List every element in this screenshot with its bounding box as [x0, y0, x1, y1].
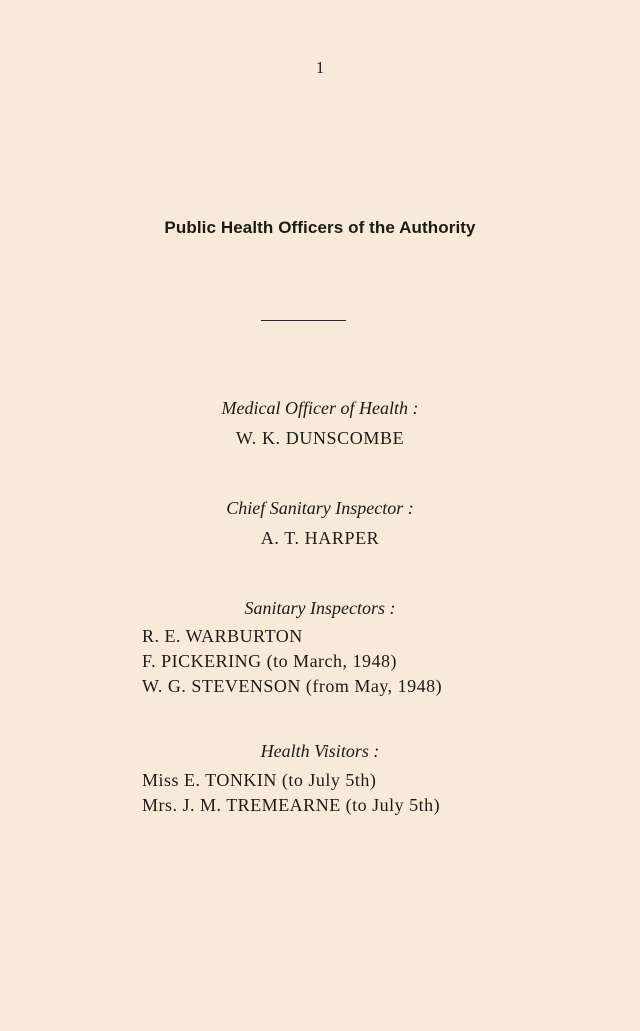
health-visitors-title: Health Visitors : — [260, 741, 380, 761]
page-heading: Public Health Officers of the Authority — [164, 218, 476, 237]
chief-sanitary-inspector-title: Chief Sanitary Inspector : — [226, 498, 414, 518]
sanitary-inspector-name: F. PICKERING (to March, 1948) — [142, 651, 398, 671]
medical-officer-name: W. K. DUNSCOMBE — [235, 428, 405, 448]
sanitary-inspectors-title: Sanitary Inspectors : — [244, 598, 396, 618]
page-number: 1 — [315, 58, 325, 77]
sanitary-inspector-name: W. G. STEVENSON (from May, 1948) — [142, 676, 443, 696]
health-visitor-name: Miss E. TONKIN (to July 5th) — [142, 770, 377, 790]
sanitary-inspector-name: R. E. WARBURTON — [142, 626, 303, 646]
medical-officer-title: Medical Officer of Health : — [221, 398, 419, 418]
chief-sanitary-inspector-name: A. T. HARPER — [260, 528, 380, 548]
health-visitor-name: Mrs. J. M. TREMEARNE (to July 5th) — [142, 795, 441, 815]
section-divider — [261, 320, 346, 321]
